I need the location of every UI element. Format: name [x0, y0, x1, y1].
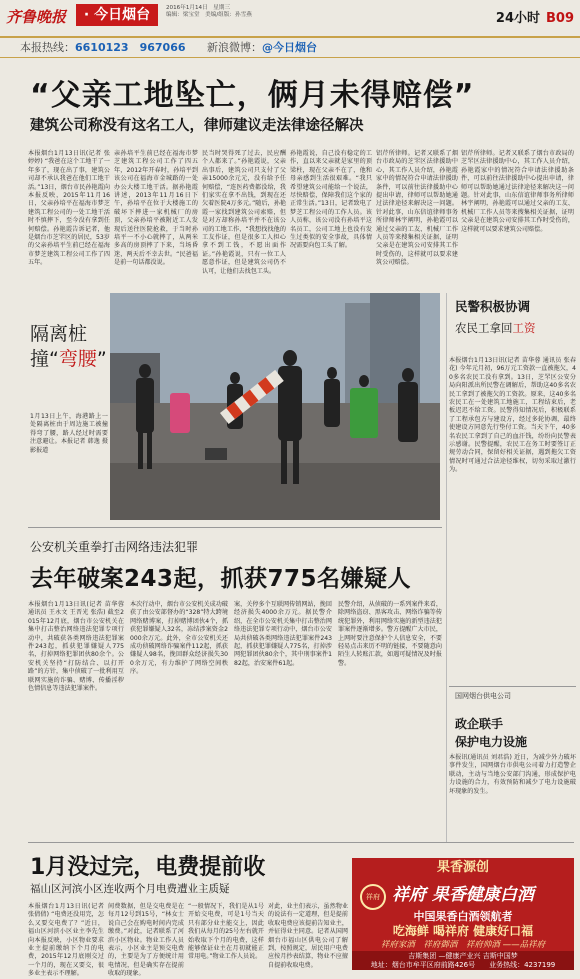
story1-column-3: 民当时哭得死了过去，民应酬个人都来了。”孙艳霞说，父亲出事后，建筑公司只支付了父亲15000余元元，没有给予任何赔偿，“连医药费都没给，我们家实在拿不出钱，到现在还欠着医院4万多元。”随后，孙艳霞一家找到建筑公司索赔，但是对方却称孙培平并不在该公司的工地工作，“我想找找他的工友作证，但是很多工人担心拿不到工钱，不愿出面作证。”孙艳霞说，只有一位工人愿意作证，但是建筑公司仍不认可，让他们去找包工头。 — [202, 150, 286, 275]
newspaper-logo: 齐鲁晚报 — [6, 8, 67, 26]
caption-title-line2: 撞“弯腰” — [30, 348, 107, 370]
hotline-numbers: 6610123 967066 — [75, 41, 186, 54]
news-photo — [110, 293, 440, 520]
story2-column-1: 本报烟台1月13日讯(记者 苗华蓉 通讯员 王永文 王晋光 张浩) 截至2015年12月底，烟台市公安机关在集中打击整治网络违法犯罪专项行动中，共破获各类网络违法犯罪案件243起，抓获犯罪嫌疑人775名，打掉网络犯罪团伙80余个。公安机关坚持“打防结合、以打开路”的方针，集中侦破了一批利用互联网实施的诈骗、赌博、传播淫秽色情信息等违法犯罪案件。 — [28, 601, 124, 693]
brand-seal-icon: 祥府 — [360, 884, 386, 910]
story2-column-4: 民警介绍，从侦破的一系列案件来看，除网络盗窃、黑客攻击、网络诈骗等传统犯罪外，利用网络实施的新型违法犯罪案件逐渐增多。警方提醒广大市民，上网时要注意保护个人信息安全，不要轻易点击来历不明的链接，不要随意向陌生人转账汇款，如遇可疑情况及时报警。 — [338, 601, 442, 667]
ad-top-line: 果香源创 — [436, 860, 489, 875]
caption-title-line1: 隔离桩 — [30, 323, 88, 345]
hotline-label: 本报热线： — [20, 41, 75, 54]
story1-column-6: 铝芹所律师。记者又联系了烟台市政局的芝罘区法律援助中心，其工作人员介绍，孙艳霞家中的情况符合申请法律援助条件，可以前往法律援助中心提出申请，律师可以帮助她通过法律途径来解决这一问题。针对此事，山东信谊律师事务所律师林宇阐明，孙艳霞可以通过父亲的工友、机械厂工作人员等来搜集相关证据，证明父亲是在建筑公司安排其工作时受伤的，这样就可以要求建筑公司赔偿。 — [461, 150, 574, 233]
ad-footer-contact: 地址：烟台市牟平区府前路426号 业务热线：4237199 — [370, 961, 556, 969]
section-divider — [28, 527, 442, 528]
liquor-advertisement — [352, 858, 574, 970]
right-story1-body: 本报烟台1月13日讯(记者 苗华蓉 通讯员 张春花) 今年元月初，96万元工资款一直被拖欠，40多名农民工没有拿到。13日，芝罘区公安分局向阳派出所民警在调解后，帮助这40多名农民工拿到了被拖欠的工资款。原来，这40多名农民工在一处建筑工地施工，工程结束后，老板迟迟不给工资。民警得知情况后，积极联系了工程承包方与建设方，经过多轮协调，最终使建设方同意先行垫付工资。当天下午，40多名农民工拿到了自己的血汗钱，纷纷向民警表示感谢。民警提醒，农民工在务工时要签订正规劳动合同，保留好相关证据，遇到拖欠工资情况时可通过合法途径维权，切勿采取过激行为。 — [449, 357, 576, 474]
photo-caption-title — [30, 322, 107, 372]
editor-credits: 编辑：梁宝堂 美编/组版：孙雪燕 — [166, 12, 252, 18]
street-scene-illustration — [110, 293, 440, 520]
right-story1-subhead: 农民工拿回工资 — [455, 321, 536, 335]
story3-column-4: 对此，业主们表示，虽然物业的说法有一定道理，但是提前收取电费应该提前告知业主，并征得业主同意。记者从国网烟台市福山区供电公司了解到，按照规定，居民用户电费应按月抄表结算，物业不应擅自提前收取电费。 — [268, 903, 348, 969]
story1-subhead: 建筑公司称没有这名工人，律师建议走法律途径解决 — [30, 118, 364, 134]
story1-column-5: 铝芹所律师。记者又联系了烟台市政局的芝罘区法律援助中心，其工作人员介绍，孙艳霞家中的情况符合申请法律援助条件，可以前往法律援助中心提出申请，律师可以帮助她通过法律途径来解决这一问题。针对此事，山东信谊律师事务所律师林宇阐明，孙艳霞可以通过父亲的工友、机械厂工作人员等来搜集相关证据，证明父亲是在建筑公司安排其工作时受伤的，这样就可以要求建筑公司赔偿。 — [376, 150, 458, 267]
section-tag: · 今日烟台 — [76, 4, 158, 26]
story2-column-3: 案，关停多个互联网传销网站，挽回经济损失4000余万元。据民警介绍，在全市公安机关集中打击整治网络违法犯罪专项行动中，烟台市公安局共侦破各类网络违法犯罪案件243起，抓获犯罪嫌疑人775名，打掉涉网犯罪团伙80余个，其中刑事案件182起，治安案件61起。 — [234, 601, 332, 667]
issue-date: 2016年1月14日 星期三 — [166, 5, 231, 11]
story3-column-3: “一般情况下，我们是从1号开始交电费，可是1号当天只有部分业主能交上，因此我们从每月的25号左右就开始收取下个月的电费，这样能够保证业主在月初就能正常用电。”物业工作人员说。 — [188, 903, 264, 961]
story3-column-1: 本报烟台1月13日讯(记者 张倩倩) “电费还没用完，怎么又要交电费了？”近日，福山区河滨小区业主李先生向本报反映，小区物业要求业主提前缴纳下个月的电费，2015年12月底刚交过一个月的，现在又要交，很多业主表示不理解。 — [28, 903, 104, 978]
story1-column-4: 孙艳霞说，自己没有稳定的工作，直以来父亲就是家里的顶梁柱，现在父亲不在了，他和母亲感到生活很艰难。“我只希望建筑公司能给一个说法，尽快赔偿，保障我们这个家的正常生活。”13日，记者致电了梦芝工程公司的工作人员。该人员称，该公司没有孙培平这名员工，公司工地上也没有发生过类似的安全事故，具体情况需要向包工头了解。 — [290, 150, 372, 250]
story3-subhead: 福山区河滨小区连收两个月电费遭业主质疑 — [30, 883, 230, 895]
page-number: B09 — [546, 11, 574, 26]
ad-slogan-1: 中国果香白酒领航者 — [413, 910, 513, 923]
masthead-meta — [166, 5, 276, 19]
ad-product-line: 祥府家酒 祥府御酒 祥府帅酒 ——品祥府 — [380, 940, 546, 950]
story1-column-2: 亲孙培平生前已经在福海市梦芝建筑工程公司工作了四五年，2012年开春时，孙培平到该公司在福海市金城路的一处办公大楼工地干活。据孙艳霞讲述，2013年11月16日下午，孙培平在位于大楼施工的破坏下摔进一家机械厂的房顶，父亲孙培平被附近工人发现后送往医院抢救，于当时孙培平一不小心就摔了，从两米多高的房顶摔了下来，当场昏迷，两天后不幸去世。“民爸福是前一句话都没说。 — [114, 150, 198, 267]
ad-footer-slogan: 吉斯集团 —健康产业兴 吉斯中国梦 — [408, 952, 518, 960]
photo-caption-body: 1月13日上午，海港路上一处隔离桩由于周边施工被撞得弯了腰，路人经过时需要注意避让。本报记者 韩逸 摄影报道 — [30, 413, 108, 454]
ad-footer — [352, 951, 574, 970]
section-divider — [449, 686, 576, 687]
right-story2-kicker: 国网烟台供电公司 — [455, 692, 511, 700]
section-divider — [28, 842, 574, 843]
hotline-bar — [0, 36, 580, 58]
section-label: 24小时 — [495, 11, 540, 26]
story3-headline: 1月没过完，电费提前收 — [30, 855, 266, 880]
story2-headline: 去年破案243起，抓获775名嫌疑人 — [30, 566, 412, 592]
story2-column-2: 本次行动中，烟台市公安机关成功破获了由公安部督办的“328”特大跨境网络赌博案，打掉赌博团伙4个，抓获犯罪嫌疑人32名，冻结涉案资金2000余万元。此外，全市公安机关还成功侦破网络诈骗案件112起，抓获嫌疑人98名，挽回群众经济损失300余万元，有力维护了网络空间秩序。 — [130, 601, 228, 676]
story1-headline: “父亲工地坠亡，俩月未得赔偿” — [30, 78, 475, 113]
weibo-handle: @今日烟台 — [262, 41, 317, 54]
ad-brand: 祥府 果香健康白酒 — [392, 885, 534, 905]
ad-slogan-2: 吃海鲜 喝祥府 健康好口福 — [392, 924, 534, 938]
story2-kicker: 公安机关重拳打击网络违法犯罪 — [30, 540, 199, 554]
right-story1-headline: 民警积极协调 — [455, 299, 531, 314]
column-divider — [446, 293, 447, 843]
weibo-label: 新浪微博： — [207, 41, 262, 54]
story3-column-2: 间费数据，但是交电费是在每月12号到15号，“林女士说自己会在购电时间内完成缴费。”对此，记者联系了河滨小区物业。物业工作人员表示，小区业主是预交电费的，主要是为了方便统计用电情况，但是确实存在提前收取的现象。 — [108, 903, 184, 978]
right-story2-body: 本报讯(通讯员 刘君浩) 近日，为减少外力破坏事件发生，国网烟台市供电公司着力打造警企联动，主动与当地公安部门沟通，形成保护电力设施的合力，有效预防和减少了电力设施破坏现象的发生。 — [449, 754, 576, 795]
story1-column-1: 本报烟台1月13日讯(记者 张婷婷) “我爸在这个工地干了一年多了，现在出了事，建筑公司却不承认我爸在他们工地干活。”13日，烟台市民孙艳霞向本报反映，2015年11月16日，父亲孙培平在福海市梦芝建筑工程公司的一处工地干活时不慎摔下，至今没有拿到任何赔偿。孙艳霞告诉记者，他是烟台市芝罘区的居民，53岁的父亲孙培平生前已经在福海市梦芝建筑工程公司工作了四五年。 — [28, 150, 110, 267]
right-story2-headline: 政企联手 保护电力设施 — [455, 717, 528, 749]
page-header-right — [496, 7, 574, 26]
